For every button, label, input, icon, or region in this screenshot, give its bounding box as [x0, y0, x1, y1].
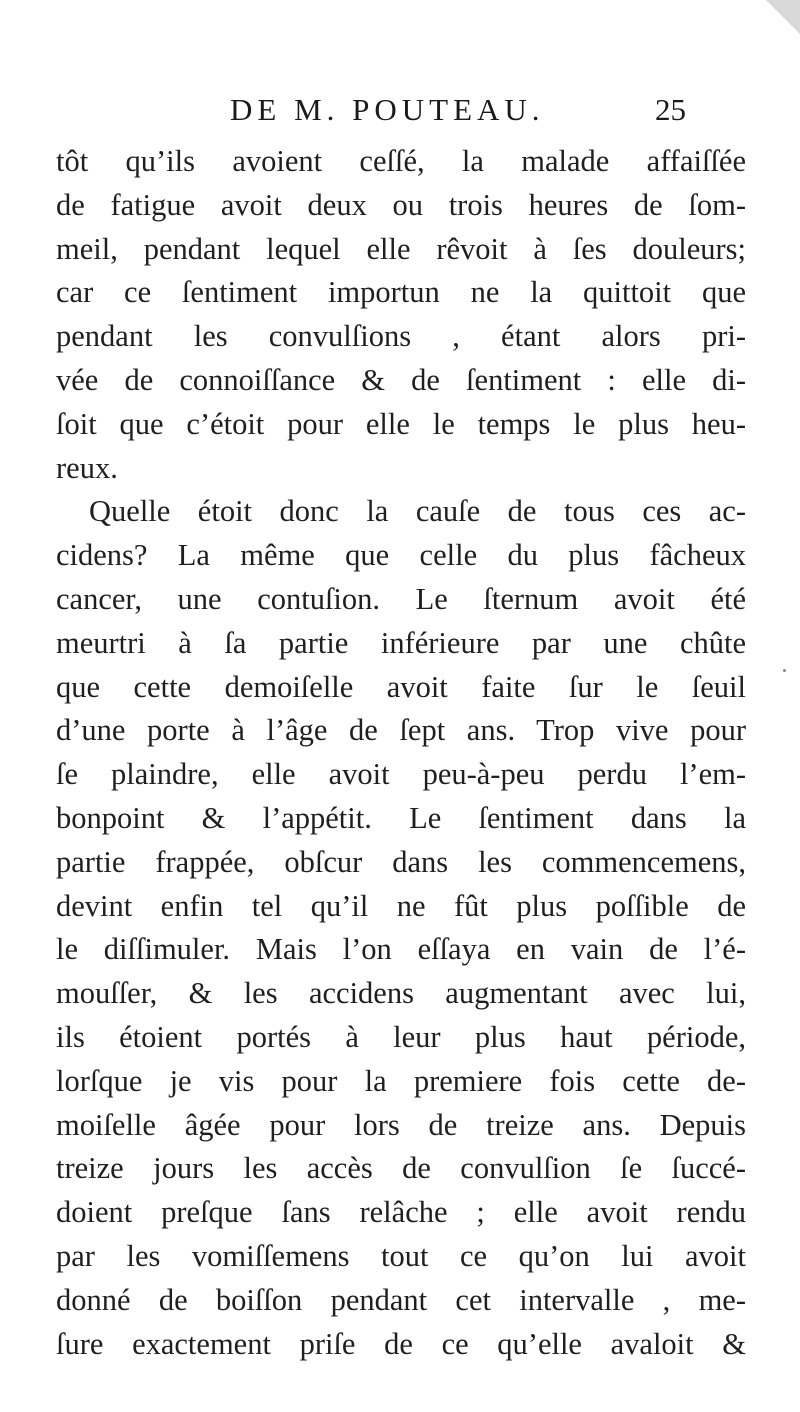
text-line: doient preſque ſans relâche ; elle avoit rendu [56, 1195, 746, 1230]
text-line: ſoit que c’étoit pour elle le temps le plus heu- [56, 406, 746, 441]
text-line: donné de boiſſon pendant cet intervalle , me- [56, 1282, 746, 1317]
text-line: ſure exactement priſe de ce qu’elle avaloit & [56, 1326, 746, 1361]
page-corner-shadow [766, 0, 800, 34]
text-line: d’une porte à l’âge de ſept ans. Trop vive pour [56, 713, 746, 748]
text-line: car ce ſentiment importun ne la quittoit que [56, 275, 746, 310]
text-line: devint enfin tel qu’il ne fût plus poſſible de [56, 888, 746, 923]
text-line: le diſſimuler. Mais l’on eſſaya en vain de l’é- [56, 932, 746, 967]
text-line: treize jours les accès de convulſion ſe ſuccé- [56, 1151, 746, 1186]
text-line: bonpoint & l’appétit. Le ſentiment dans la [56, 800, 746, 835]
text-line: tôt qu’ils avoient ceſſé, la malade affaiſſée [56, 144, 746, 178]
body-text [56, 140, 746, 1366]
text-line: pendant les convulſions , étant alors pri- [56, 319, 746, 354]
text-line: par les vomiſſemens tout ce qu’on lui avoit [56, 1238, 746, 1273]
text-line: que cette demoiſelle avoit faite ſur le ſeuil [56, 669, 746, 704]
text-line: mouſſer, & les accidens augmentant avec lui, [56, 976, 746, 1011]
margin-speck [783, 669, 786, 672]
text-line-paragraph-end: reux. [56, 450, 118, 485]
text-line: moiſelle âgée pour lors de treize ans. Depuis [56, 1107, 746, 1142]
text-line: de fatigue avoit deux ou trois heures de ſom- [56, 187, 746, 222]
text-line-paragraph-start: Quelle étoit donc la cauſe de tous ces ac- [89, 494, 746, 529]
text-line: cancer, une contuſion. Le ſternum avoit été [56, 581, 746, 616]
text-line: cidens? La même que celle du plus fâcheux [56, 538, 746, 573]
text-line: meurtri à ſa partie inférieure par une chûte [56, 625, 746, 660]
text-line: partie frappée, obſcur dans les commencemens, [56, 844, 746, 879]
text-line: lorſque je vis pour la premiere fois cette de- [56, 1063, 746, 1098]
text-line: vée de connoiſſance & de ſentiment : elle di- [56, 362, 746, 397]
running-head-title: DE M. POUTEAU. [230, 92, 545, 127]
text-line: ils étoient portés à leur plus haut période, [56, 1019, 746, 1054]
running-head [0, 92, 800, 136]
text-line: ſe plaindre, elle avoit peu-à-peu perdu l’em- [56, 757, 746, 792]
text-line: meil, pendant lequel elle rêvoit à ſes douleurs; [56, 231, 746, 266]
page-number: 25 [655, 92, 686, 127]
